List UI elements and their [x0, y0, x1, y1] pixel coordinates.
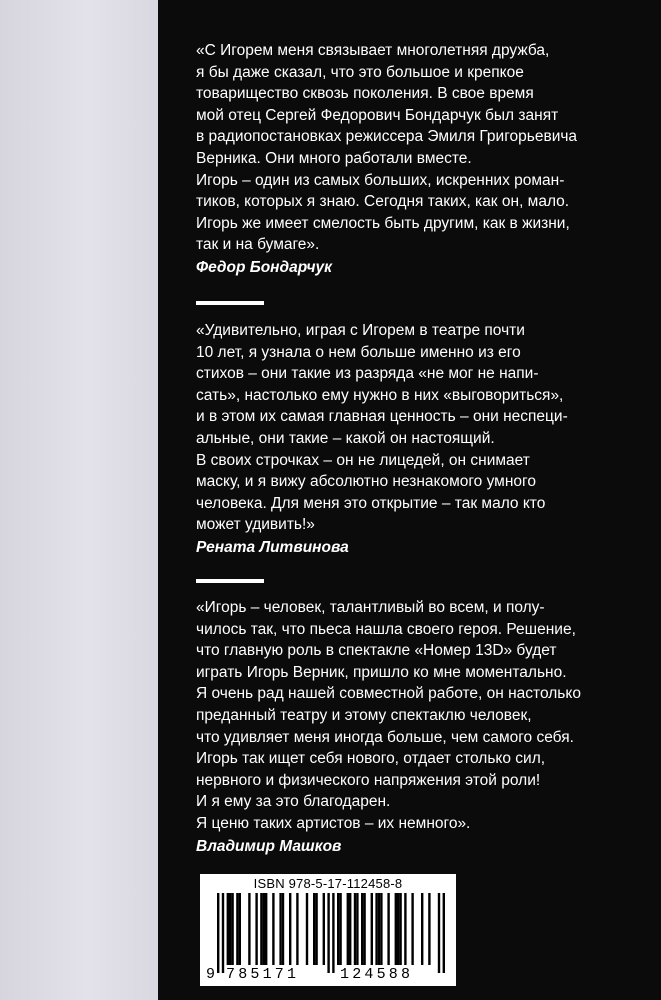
barcode-bar	[323, 893, 325, 965]
book-spine-panel	[0, 0, 158, 1000]
barcode-bar	[349, 893, 351, 965]
quote-line: стихов – они такие из разряда «не мог не напи-	[196, 365, 539, 383]
barcode-bar	[339, 893, 341, 965]
quote-line: мой отец Сергей Федорович Бондарчук был занят	[196, 106, 559, 124]
quote-line: Верника. Они много работали вместе.	[196, 149, 472, 167]
isbn-barcode	[200, 874, 456, 986]
barcode-bar	[438, 893, 440, 973]
barcode-bar	[337, 893, 339, 965]
quote-line: тиков, которых я знаю. Сегодня таких, как он, мало.	[196, 193, 570, 211]
back-cover	[158, 0, 661, 1000]
quote-line: И я ему за это благодарен.	[196, 793, 391, 811]
barcode-bar	[399, 893, 401, 965]
quote-line: чилось так, что пьеса нашла своего героя. Решение,	[196, 620, 576, 638]
quote-line: «Удивительно, играя с Игорем в театре почти	[196, 322, 525, 339]
quote-line: Игорь так ищет себя нового, отдает столько сил,	[196, 750, 546, 768]
barcode-bar	[282, 893, 284, 965]
quote-line: маску, и я вижу абсолютно незнакомого умного	[196, 473, 536, 491]
quote-line: я бы даже сказал, что это большое и крепкое	[196, 63, 524, 81]
barcode-bar	[279, 893, 281, 965]
quote-line: Игорь же имеет смелость быть другим, как в жизни,	[196, 214, 570, 232]
barcode-bar	[231, 893, 233, 965]
quote-block-2	[196, 320, 646, 559]
barcode-bar	[260, 893, 262, 965]
quote-line: что главную роль в спектакле «Номер 13D» будет	[196, 642, 557, 660]
quote-line: «Игорь – человек, талантливый во всем, и полу-	[196, 599, 545, 616]
barcode-bar	[397, 893, 399, 965]
quote-line: Я очень рад нашей совместной работе, он настолько	[196, 685, 581, 703]
barcode-bar	[354, 893, 356, 965]
quote-line: 10 лет, я узнала о нем больше именно из его	[196, 343, 521, 361]
barcode-bar	[411, 893, 413, 965]
barcode-bar	[404, 893, 406, 965]
barcode-bar	[263, 893, 265, 965]
barcode-bar	[347, 893, 349, 965]
barcode-bar	[222, 893, 224, 973]
quote-block-1	[196, 40, 646, 279]
quote-line: альные, они такие – какой он настоящий.	[196, 429, 495, 447]
barcode-left-digits: 785171	[226, 966, 300, 983]
quote-line: преданный театру и этому спектаклю человек,	[196, 706, 532, 724]
barcode-bar	[371, 893, 373, 965]
barcode-bar	[239, 893, 241, 965]
barcode-right-digits: 124588	[340, 966, 414, 983]
quote-line: нервного и физического напряжения этой роли!	[196, 771, 541, 789]
quote-line: играть Игорь Верник, пришло ко мне моментально.	[196, 663, 567, 681]
quote-line: человека. Для меня это открытие – так мало кто	[196, 494, 546, 512]
barcode-bar	[236, 893, 238, 965]
quote-author: Рената Литвинова	[196, 538, 349, 556]
barcode-bar	[395, 893, 397, 965]
barcode-bar	[428, 893, 430, 965]
quote-line: и в этом их самая главная ценность – они неспеци-	[196, 408, 568, 426]
barcode-bar	[378, 893, 380, 965]
quote-line: сать», настолько ему нужно в них «выговориться»,	[196, 386, 564, 404]
barcode-bar	[255, 893, 257, 965]
quote-author: Федор Бондарчук	[196, 258, 332, 276]
quote-line: может удивить!»	[196, 516, 315, 534]
quote-line: в радиопостановках режиссера Эмиля Григорьевича	[196, 128, 578, 146]
barcode-bar	[229, 893, 231, 965]
barcode-bar	[363, 893, 365, 965]
barcode-bar	[296, 893, 298, 965]
barcode-bar	[315, 893, 317, 965]
section-divider	[196, 579, 264, 583]
barcode-bar	[265, 893, 267, 965]
barcode-bar	[332, 893, 334, 973]
barcode-bar	[380, 893, 382, 965]
barcode-bar	[306, 893, 308, 965]
quote-line: так и на бумаге».	[196, 236, 320, 254]
barcode-bar	[217, 893, 219, 973]
barcode-bar	[289, 893, 291, 965]
barcode-bar	[356, 893, 358, 965]
quote-line: «С Игорем меня связывает многолетняя дружба,	[196, 42, 550, 59]
barcode-bar	[313, 893, 315, 965]
barcode-bar	[387, 893, 389, 965]
quote-author: Владимир Машков	[196, 837, 342, 855]
quote-line: Я ценю таких артистов – их немного».	[196, 814, 471, 832]
quote-block-3	[196, 597, 646, 857]
quote-line: В своих строчках – он не лицедей, он снимает	[196, 451, 530, 469]
quote-line: что удивляет меня иногда больше, чем самого себя.	[196, 728, 574, 746]
barcode-bar	[443, 893, 445, 973]
section-divider	[196, 301, 264, 305]
barcode-first-digit: 9	[206, 966, 219, 983]
barcode-bar	[421, 893, 423, 965]
barcode-bar	[375, 893, 377, 965]
quote-line: Игорь – один из самых больших, искренних роман-	[196, 171, 565, 189]
barcode-bar	[361, 893, 363, 965]
barcode-bar	[327, 893, 329, 973]
barcode-bar	[248, 893, 250, 965]
barcode-bar	[272, 893, 274, 965]
isbn-number: ISBN 978-5-17-112458-8	[253, 876, 403, 891]
barcode-bar	[227, 893, 229, 965]
quote-line: товарищество сквозь поколения. В свое время	[196, 85, 534, 103]
